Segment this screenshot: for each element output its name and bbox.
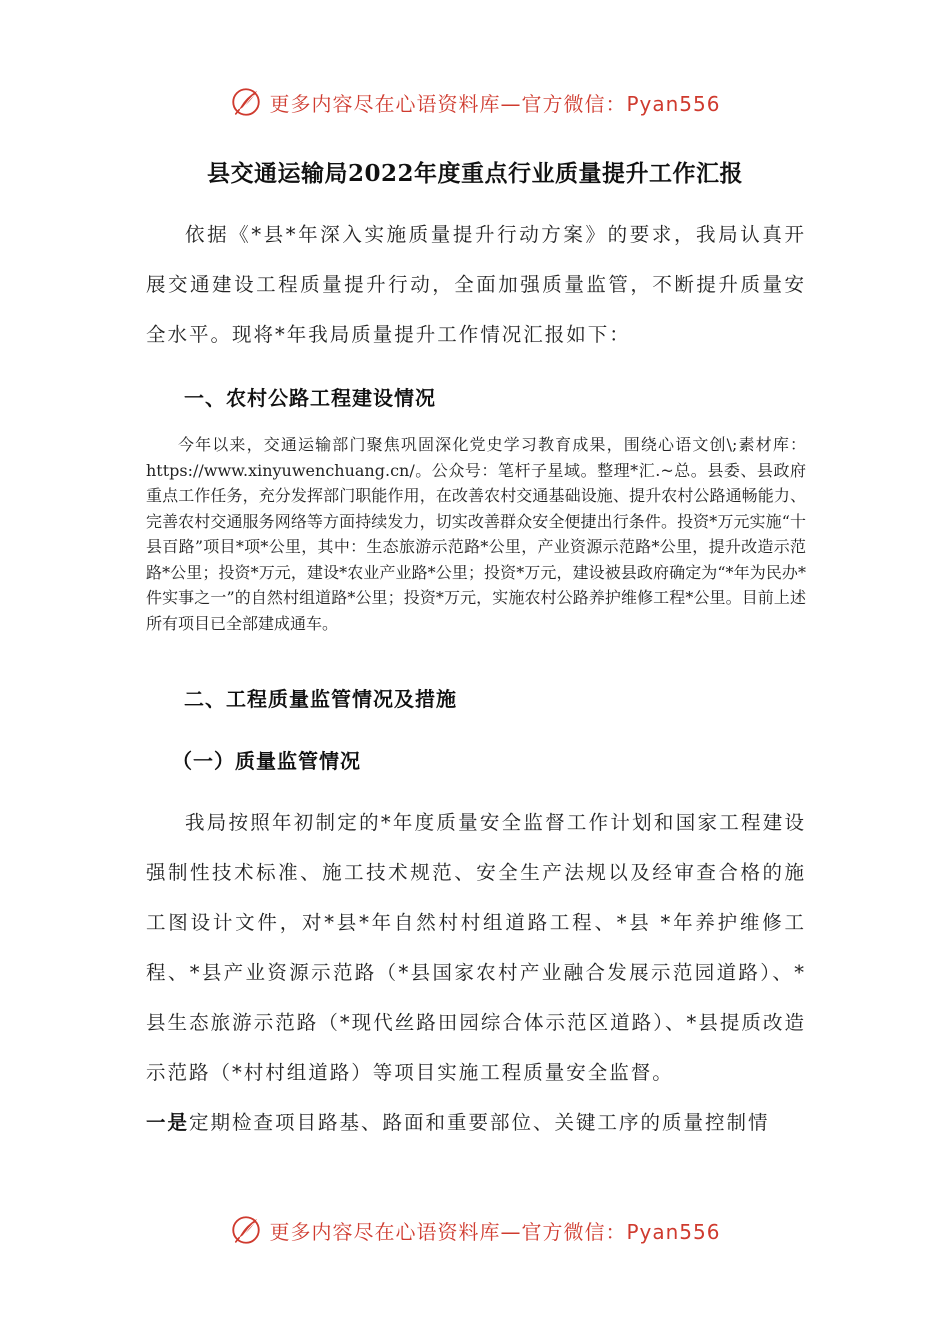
section-2-content xyxy=(146,798,806,1148)
intro-paragraph: 依据《*县*年深入实施质量提升行动方案》的要求，我局认真开展交通建设工程质量提升行动，全面加强质量监管，不断提升质量安全水平。现将*年我局质量提升工作情况汇报如下： xyxy=(146,223,806,346)
section-1-heading: 一、农村公路工程建设情况 xyxy=(184,386,436,410)
section-1-paragraph: 今年以来，交通运输部门聚焦巩固深化党史学习教育成果，围绕心语文创\;素材库：https://www.xinyuwenchuang.cn/。公众号：笔杆子星域。整理*汇.~总。县委、县政府重点工作任务，充分发挥部门职能作用，在改善农村交通基础设施、提升农村公路通畅能力、完善农村交通服务网络等方面持续发力，切实改善群众安全便捷出行条件。投资*万元实施“十县百路”项目*项*公里，其中：生态旅游示范路*公里，产业资源示范路*公里，提升改造示范路*公里；投资*万元，建设*农业产业路*公里；投资*万元，建设被县政府确定为“*年为民办*件实事之一”的自然村组道路*公里；投资*万元，实施农村公路养护维修工程*公里。目前上述所有项目已全部建成通车。 xyxy=(146,435,806,633)
footer-banner xyxy=(0,1210,950,1250)
point-one-label: 一是 xyxy=(146,1111,190,1134)
section-2-subheading: （一）质量监管情况 xyxy=(172,749,361,773)
supervision-point-one xyxy=(146,1098,806,1148)
supervision-paragraph: 我局按照年初制定的*年度质量安全监督工作计划和国家工程建设强制性技术标准、施工技术规范、安全生产法规以及经审查合格的施工图设计文件，对*县*年自然村村组道路工程、*县 *年养护维修工程、*县产业资源示范路（*县国家农村产业融合发展示范园道路）、*县生态旅游示范路（*现代丝路田园综合体示范区道路）、*县提质改造示范路（*村村组道路）等项目实施工程质量安全监督。 xyxy=(146,811,806,1084)
banner-text: 更多内容尽在心语资料库—官方微信：Pyan556 xyxy=(269,1219,721,1244)
document-title: 县交通运输局2022年度重点行业质量提升工作汇报 xyxy=(206,160,743,187)
quill-pen-logo-icon xyxy=(229,85,263,119)
point-one-text: 定期检查项目路基、路面和重要部位、关键工序的质量控制情 xyxy=(189,1111,770,1134)
banner-text: 更多内容尽在心语资料库—官方微信：Pyan556 xyxy=(269,91,721,116)
header-banner xyxy=(0,82,950,122)
section-2-heading: 二、工程质量监管情况及措施 xyxy=(184,687,457,711)
quill-pen-logo-icon xyxy=(229,1213,263,1247)
